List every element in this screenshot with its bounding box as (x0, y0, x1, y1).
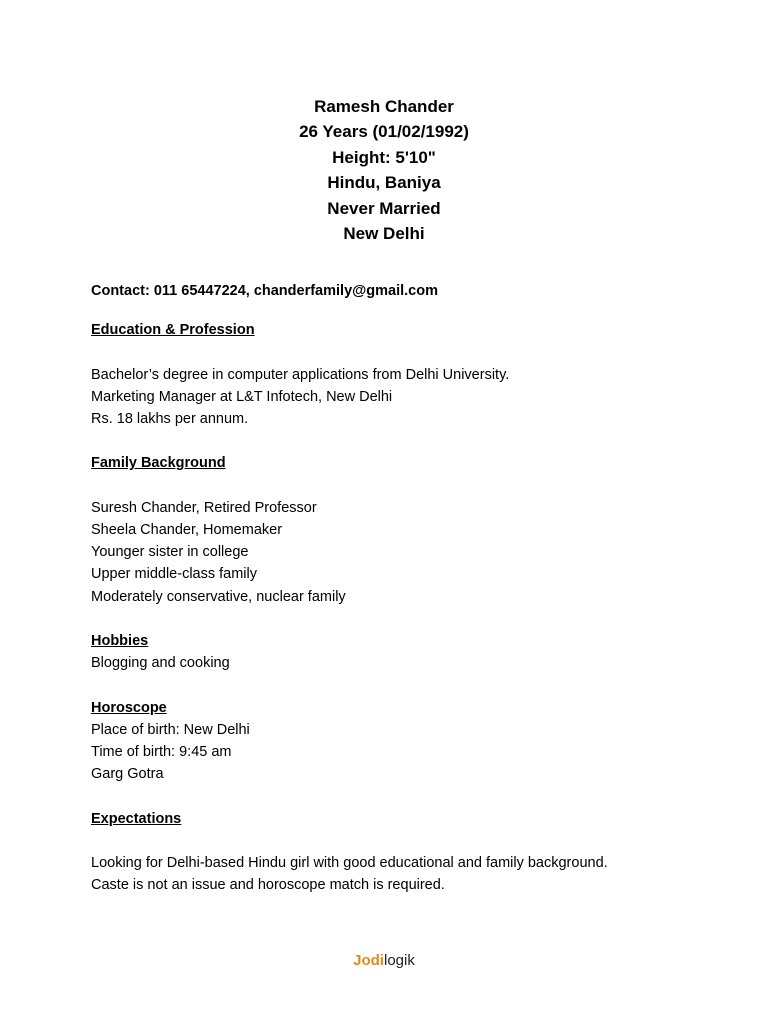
expectations-line: Caste is not an issue and horoscope match is required. (91, 877, 445, 894)
profile-location: New Delhi (343, 224, 425, 244)
profile-header (0, 94, 768, 246)
family-line-type: Moderately conservative, nuclear family (91, 588, 346, 605)
profile-name: Ramesh Chander (314, 97, 454, 116)
biodata-content (91, 280, 731, 896)
family-line-mother: Sheela Chander, Homemaker (91, 521, 283, 538)
family-line-class: Upper middle-class family (91, 566, 257, 583)
family-heading: Family Background (91, 455, 226, 472)
family-line-father: Suresh Chander, Retired Professor (91, 499, 317, 516)
expectations-heading: Expectations (91, 810, 182, 827)
education-heading: Education & Profession (91, 322, 255, 339)
family-section (91, 452, 731, 607)
horoscope-heading: Horoscope (91, 699, 167, 716)
horoscope-section (91, 697, 731, 786)
horoscope-time-line: Time of birth: 9:45 am (91, 743, 232, 760)
contact-line: Contact: 011 65447224, chanderfamily@gmail.com (91, 283, 438, 299)
jodilogik-logo (0, 951, 768, 971)
hobbies-section (91, 630, 731, 674)
horoscope-place-line: Place of birth: New Delhi (91, 721, 250, 738)
profile-religion: Hindu, Baniya (327, 173, 441, 193)
profile-marital-status: Never Married (327, 198, 441, 218)
education-section (91, 319, 731, 430)
income-line: Rs. 18 lakhs per annum. (91, 411, 249, 427)
logo-brand-text: Jodi (353, 952, 384, 969)
profile-height: Height: 5'10" (332, 147, 436, 167)
horoscope-gotra-line: Garg Gotra (91, 766, 164, 783)
logo-rest-text: logik (383, 952, 415, 969)
education-line: Bachelor’s degree in computer applications from Delhi University. (91, 366, 510, 383)
profile-age: 26 Years (01/02/1992) (299, 122, 469, 142)
family-line-sibling: Younger sister in college (91, 544, 249, 561)
hobbies-heading: Hobbies (91, 632, 149, 649)
profession-line: Marketing Manager at L&T Infotech, New Delhi (91, 388, 393, 405)
expectations-line: Looking for Delhi-based Hindu girl with good educational and family background. (91, 854, 608, 871)
expectations-section (91, 808, 731, 897)
hobbies-line: Blogging and cooking (91, 655, 230, 672)
